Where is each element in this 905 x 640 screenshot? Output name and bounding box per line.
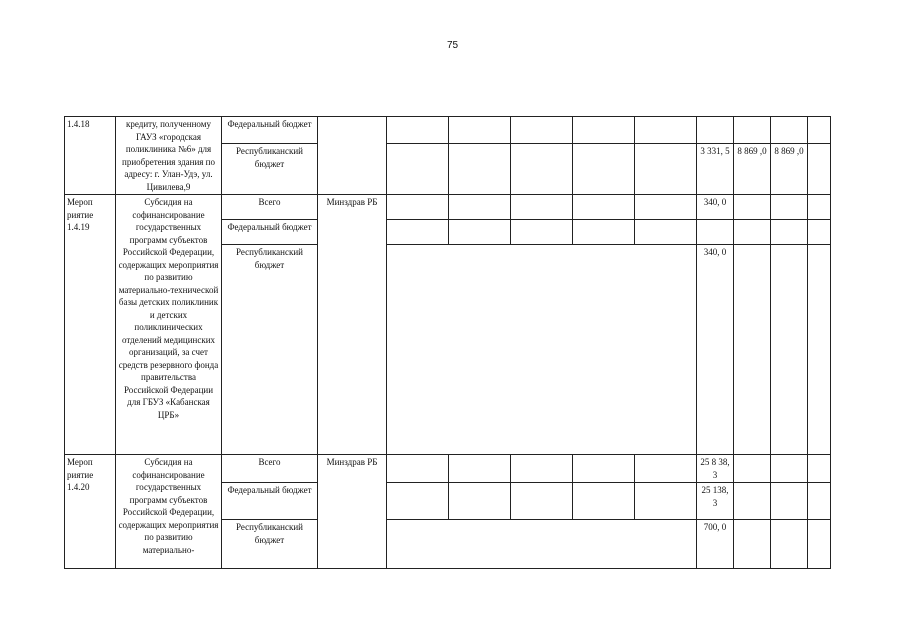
budget-table [64, 116, 831, 569]
value-cell: 700, 0 [697, 520, 734, 569]
value-cell [697, 220, 734, 245]
source-cell: Республиканский бюджет [222, 520, 318, 569]
value-cell: 8 869 ,0 [771, 144, 808, 195]
executor-cell [318, 117, 387, 195]
value-cell [771, 455, 808, 483]
executor-cell: Минздрав РБ [318, 195, 387, 455]
page-number: 75 [446, 40, 459, 51]
value-cell [697, 117, 734, 144]
value-cell [734, 220, 771, 245]
table-row [65, 455, 831, 483]
row-number-cell: Мероп риятие 1.4.20 [65, 455, 116, 569]
value-cell [771, 117, 808, 144]
value-cell [771, 520, 808, 569]
table-row [65, 117, 831, 144]
row-name-cell: кредиту, полученному ГАУЗ «городская поликлиника №6» для приобретения здания по адресу: г. Улан-Удэ, ул. Цивилева,9 [116, 117, 222, 195]
value-cell: 25 8 38,3 [697, 455, 734, 483]
value-cell [734, 483, 771, 520]
row-name-cell: Субсидия на софинансирование государственных программ субъектов Российской Федерации, содержащих мероприятия по развитию материально- [116, 455, 222, 569]
source-cell: Всего [222, 455, 318, 483]
value-cell: 25 138, 3 [697, 483, 734, 520]
value-cell: 8 869 ,0 [734, 144, 771, 195]
source-cell: Всего [222, 195, 318, 220]
source-cell: Республиканский бюджет [222, 144, 318, 195]
value-cell [734, 455, 771, 483]
value-cell [734, 117, 771, 144]
source-cell: Федеральный бюджет [222, 483, 318, 520]
row-number-cell: 1.4.18 [65, 117, 116, 195]
table-row [65, 195, 831, 220]
value-cell: 340, 0 [697, 195, 734, 220]
value-cell [771, 220, 808, 245]
source-cell: Республиканский бюджет [222, 245, 318, 455]
value-cell: 340, 0 [697, 245, 734, 455]
value-cell [771, 483, 808, 520]
value-cell [734, 195, 771, 220]
value-cell: 3 331, 5 [697, 144, 734, 195]
row-name-cell: Субсидия на софинансирование государственных программ субъектов Российской Федерации, содержащих мероприятия по развитию материально-технической базы детских поликлиник и детских поликлинических отделений медицинских организаций, за счет средств резервного фонда правительства Российской Федерации для ГБУЗ «Кабанская ЦРБ» [116, 195, 222, 455]
executor-cell: Минздрав РБ [318, 455, 387, 569]
value-cell [771, 245, 808, 455]
value-cell [771, 195, 808, 220]
value-cell [734, 245, 771, 455]
source-cell: Федеральный бюджет [222, 220, 318, 245]
row-number-cell: Мероп риятие 1.4.19 [65, 195, 116, 455]
source-cell: Федеральный бюджет [222, 117, 318, 144]
value-cell [734, 520, 771, 569]
